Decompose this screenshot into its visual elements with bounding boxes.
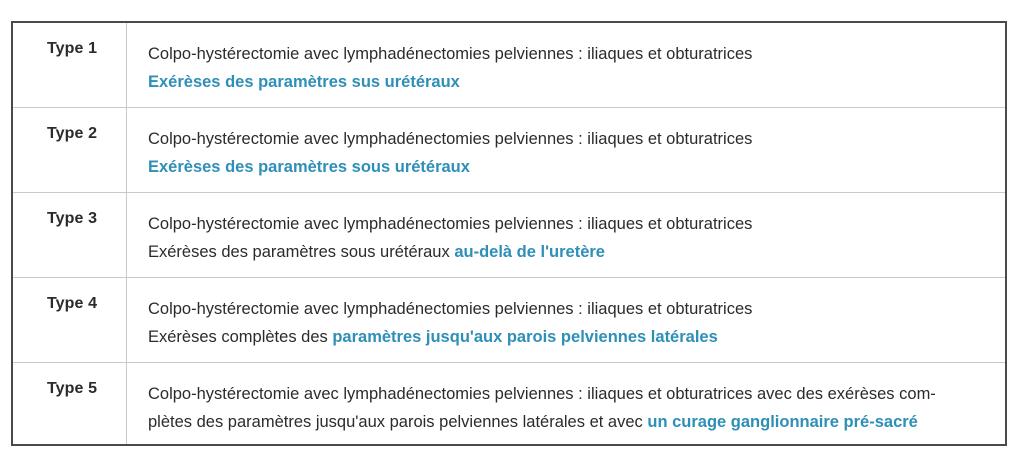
type-description: [148, 380, 965, 436]
type-label: Type 3: [47, 210, 98, 227]
type-label: Type 1: [47, 40, 98, 57]
description-line-2: [148, 68, 965, 96]
table-row-type-4: [13, 278, 1005, 363]
description-line-1: Colpo-hystérectomie avec lymphadénectomies pelviennes : iliaques et obturatrices: [148, 130, 753, 148]
table-row-type-2: [13, 108, 1005, 193]
description-line-1: Colpo-hystérectomie avec lymphadénectomies pelviennes : iliaques et obturatrices avec des exérèses com-: [148, 385, 936, 403]
type-label: Type 4: [47, 295, 98, 312]
table-row-type-1: [13, 23, 1005, 108]
description-line-1: Colpo-hystérectomie avec lymphadénectomies pelviennes : iliaques et obturatrices: [148, 300, 753, 318]
type-description: [148, 295, 965, 351]
table-row-type-5: [13, 363, 1005, 444]
type-label: Type 2: [47, 125, 98, 142]
classification-table: [11, 21, 1007, 446]
description-highlight: Exérèses des paramètres sus urétéraux: [148, 73, 460, 91]
table-row-type-3: [13, 193, 1005, 278]
description-line-1: Colpo-hystérectomie avec lymphadénectomies pelviennes : iliaques et obturatrices: [148, 45, 753, 63]
description-highlight: au-delà de l'uretère: [454, 243, 605, 261]
description-plain-text: Exérèses complètes des: [148, 328, 333, 346]
description-highlight: paramètres jusqu'aux parois pelviennes latérales: [332, 328, 718, 346]
description-highlight: un curage ganglionnaire pré-sacré: [647, 413, 918, 431]
description-line-2: [148, 323, 965, 351]
description-line-2: [148, 153, 965, 181]
type-description: [148, 40, 965, 96]
type-description: [148, 210, 965, 266]
description-line-2: [148, 238, 965, 266]
description-plain-text: Exérèses des paramètres sous urétéraux: [148, 243, 455, 261]
description-line-1: Colpo-hystérectomie avec lymphadénectomies pelviennes : iliaques et obturatrices: [148, 215, 753, 233]
description-plain-text: plètes des paramètres jusqu'aux parois pelviennes latérales et avec: [148, 413, 648, 431]
description-line-2: [148, 408, 965, 436]
type-description: [148, 125, 965, 181]
description-highlight: Exérèses des paramètres sous urétéraux: [148, 158, 470, 176]
type-label: Type 5: [47, 380, 98, 397]
